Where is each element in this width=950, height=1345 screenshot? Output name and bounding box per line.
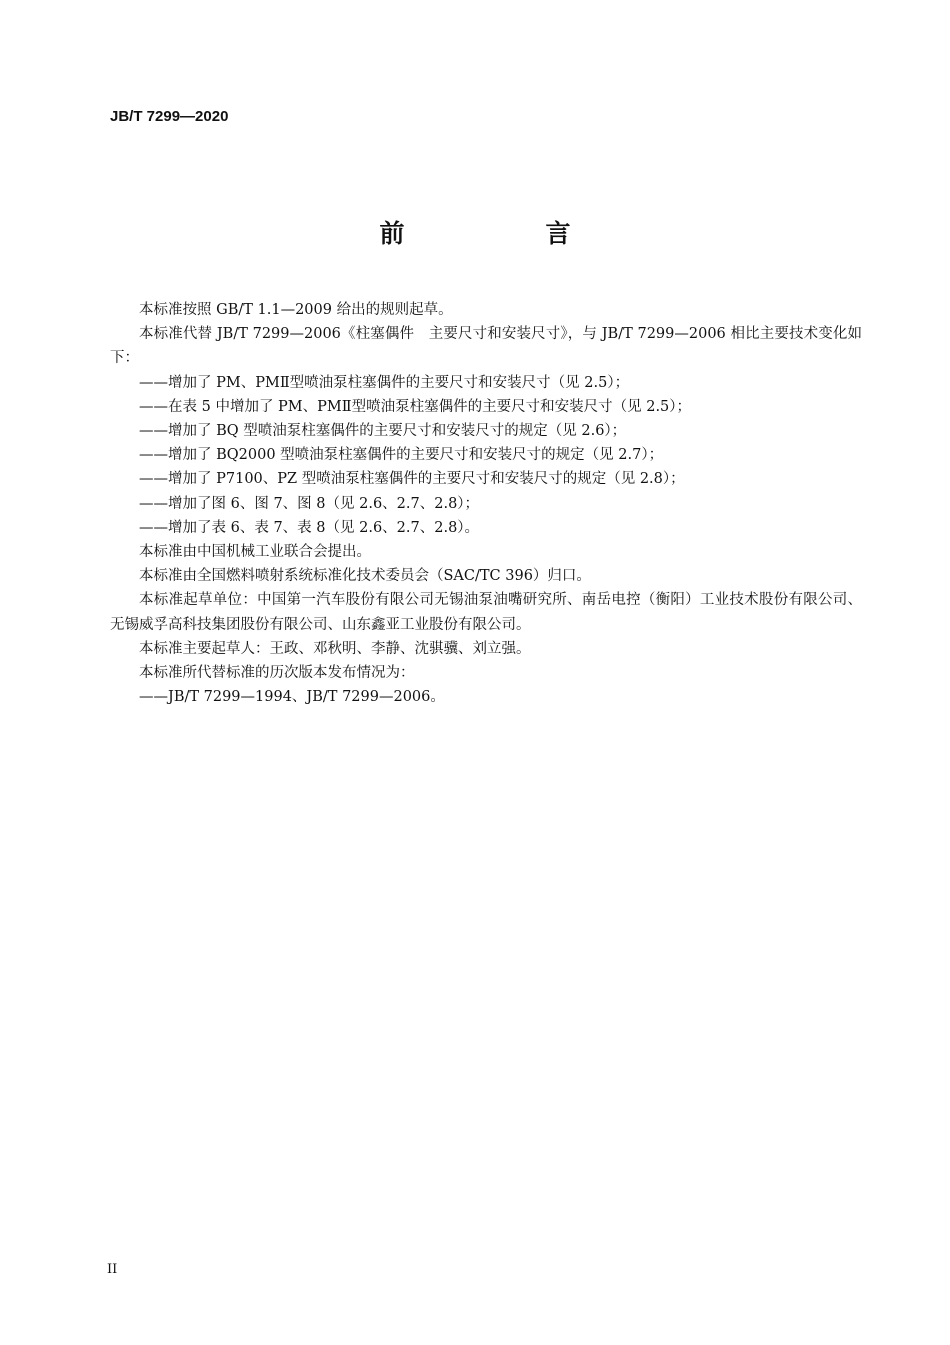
change-item: ——增加了 P7100、PZ 型喷油泵柱塞偶件的主要尺寸和安装尺寸的规定（见 2.8）； (139, 471, 685, 488)
page-number: II (107, 1262, 118, 1277)
paragraph-committee: 本标准由全国燃料喷射系统标准化技术委员会（SAC/TC 396）归口。 (139, 568, 591, 585)
paragraph-drafting-units: 本标准起草单位：中国第一汽车股份有限公司无锡油泵油嘴研究所、南岳电控（衡阳）工业技术股份有限公司、无锡威孚高科技集团股份有限公司、山东鑫亚工业股份有限公司。 (110, 592, 862, 633)
history-item: ——JB/T 7299—1994、JB/T 7299—2006。 (139, 689, 445, 706)
paragraph-proposer: 本标准由中国机械工业联合会提出。 (139, 544, 371, 561)
paragraph-drafting-rules: 本标准按照 GB/T 1.1—2009 给出的规则起草。 (139, 302, 453, 318)
standard-code-header: JB/T 7299—2020 (110, 108, 229, 125)
change-item: ——增加了 BQ 型喷油泵柱塞偶件的主要尺寸和安装尺寸的规定（见 2.6）； (139, 423, 627, 440)
change-item: ——在表 5 中增加了 PM、PMⅡ型喷油泵柱塞偶件的主要尺寸和安装尺寸（见 2.5）； (139, 398, 692, 415)
change-item: ——增加了表 6、表 7、表 8（见 2.6、2.7、2.8）。 (139, 519, 480, 536)
paragraph-replacement: 本标准代替 JB/T 7299—2006《柱塞偶件 主要尺寸和安装尺寸》，与 JB/T 7299—2006 相比主要技术变化如下： (110, 326, 862, 367)
foreword-body (110, 298, 862, 709)
paragraph-history-intro: 本标准所代替标准的历次版本发布情况为： (139, 665, 415, 682)
change-item: ——增加了图 6、图 7、图 8（见 2.6、2.7、2.8）； (139, 495, 480, 512)
page-title: 前 言 (379, 219, 629, 248)
change-item: ——增加了 BQ2000 型喷油泵柱塞偶件的主要尺寸和安装尺寸的规定（见 2.7）； (139, 447, 664, 464)
paragraph-drafters: 本标准主要起草人：王政、邓秋明、李静、沈骐骥、刘立强。 (139, 640, 531, 657)
change-item: ——增加了 PM、PMⅡ型喷油泵柱塞偶件的主要尺寸和安装尺寸（见 2.5）； (139, 374, 630, 391)
